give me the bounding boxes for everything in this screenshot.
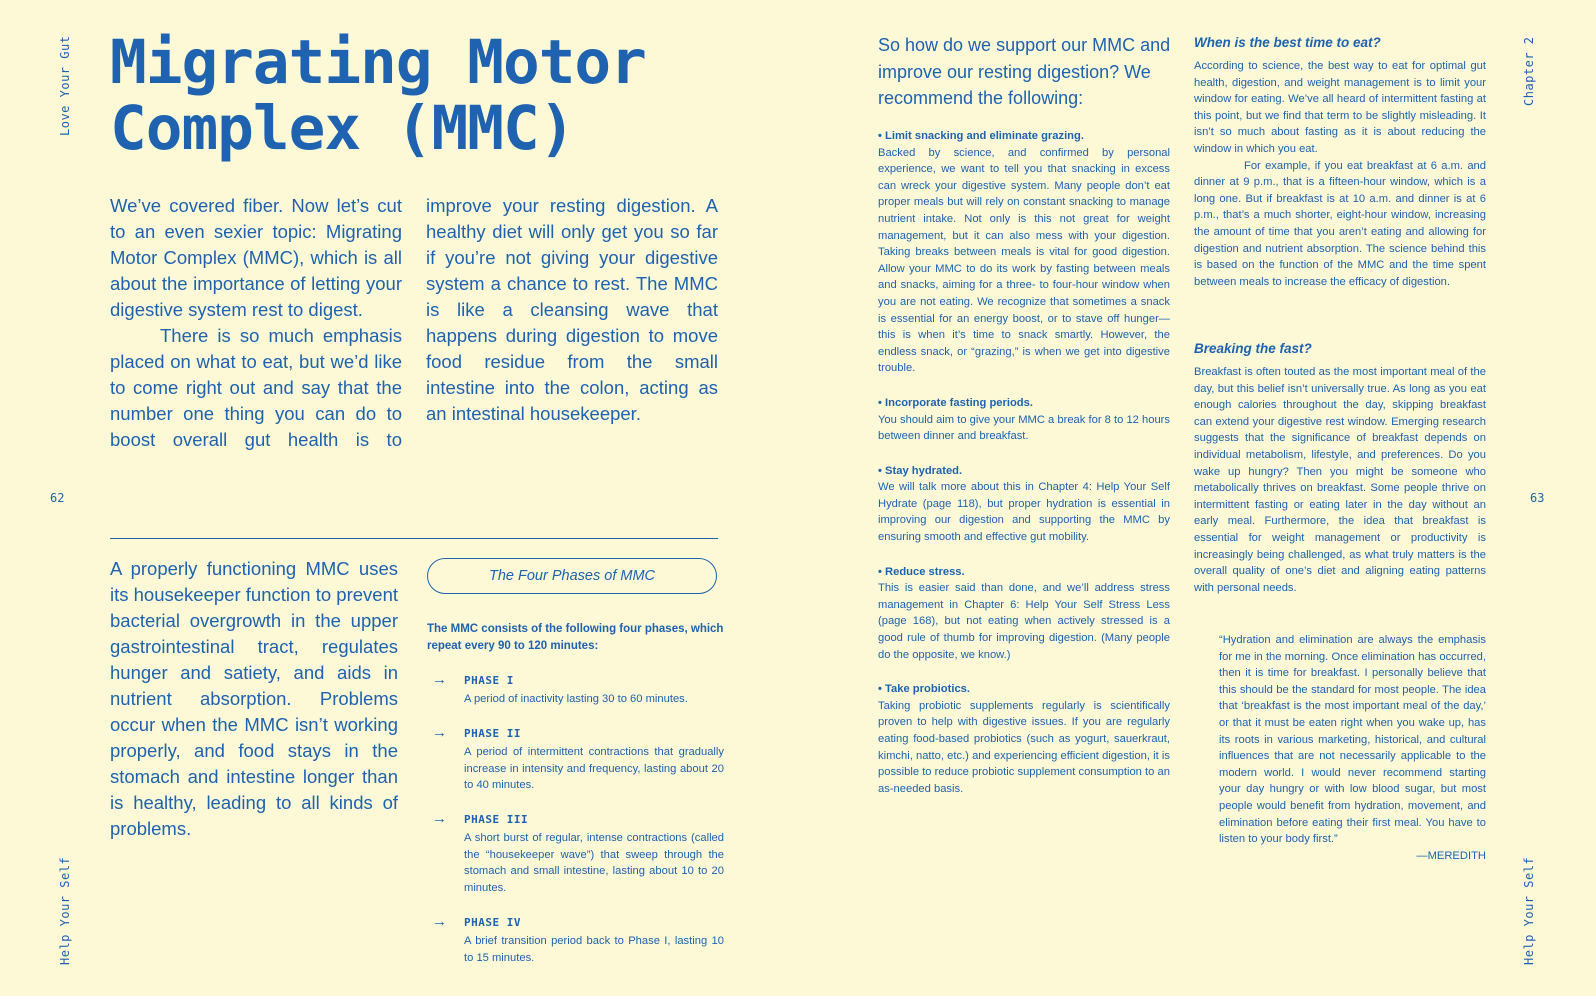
quote-text: “Hydration and elimination are always the emphasis for me in the morning. Once elimination has occurred, then it is time for breakfast. I personally believe that this should be the standard for most people. The idea that ‘breakfast is the most important meal of the day,’ or that it must be eaten right when you wake up, has its roots in various marketing, historical, and cultural influences that are not necessarily applicable to the modern world. I would never recommend starting your day hungry or with low blood sugar, but most people would benefit from hydration, movement, and elimination before eating their first meal. You have to listen to your body first.”	[1219, 634, 1486, 846]
sidebar-heading: The Four Phases of MMC	[427, 558, 717, 594]
page-title: Migrating Motor Complex (MMC)	[110, 27, 646, 164]
quote-attribution: —MEREDITH	[1416, 849, 1486, 862]
running-head-left-top: Love Your Gut	[58, 35, 72, 136]
recommendation-body: You should aim to give your MMC a break for 8 to 12 hours between dinner and breakfast.	[878, 413, 1170, 443]
phase-name: PHASE I	[464, 674, 514, 687]
best-time-section	[1194, 34, 1486, 290]
section-divider	[110, 538, 718, 539]
recommendation-title: Reduce stress.	[885, 565, 965, 578]
recommendation-body: Taking probiotic supplements regularly is scientifically proven to help with digestive issues. If you are regularly eating food-based probiotics (such as yogurt, sauerkraut, kimchi, natto, etc.) and experiencing efficient digestion, it is possible to reduce probiotic supplement consumption to an as-needed basis.	[878, 699, 1170, 795]
arrow-right-icon: →	[432, 671, 447, 688]
phase-name: PHASE II	[464, 727, 521, 740]
housekeeper-text: A properly functioning MMC uses its housekeeper function to prevent bacterial overgrowth in the upper gastrointestinal tract, regulates hunger and satiety, and aids in nutrient absorption. Problems occur when the MMC isn’t working properly, and food stays in the stomach and intestine longer than is healthy, leading to all kinds of problems.	[110, 558, 398, 839]
recommendation-item	[878, 128, 1170, 377]
bullet-icon: •	[878, 464, 882, 477]
bullet-icon: •	[878, 130, 882, 142]
quote-block	[1219, 632, 1486, 864]
bullet-icon: •	[878, 396, 882, 409]
recommendation-title: Limit snacking and eliminate grazing.	[885, 130, 1084, 142]
recommendation-body: This is easier said than done, and we’ll address stress management in Chapter 6: Help Your Self Stress Less (page 168), but not eating when actively stressed is a good rule of thumb for improving digestion. (Many people do the opposite, we know.)	[878, 582, 1170, 661]
phase-description: A period of intermittent contractions that gradually increase in intensity and frequency, lasting about 20 to 40 minutes.	[464, 746, 724, 792]
running-head-right-top: Chapter 2	[1522, 36, 1536, 106]
sidebar-intro: The MMC consists of the following four phases, which repeat every 90 to 120 minutes:	[427, 623, 724, 652]
recommendations-list	[878, 128, 1170, 797]
arrow-right-icon: →	[432, 810, 447, 827]
page-number-left: 62	[50, 491, 65, 505]
phase-name: PHASE III	[464, 813, 529, 826]
best-time-paragraph: According to science, the best way to eat for optimal gut health, digestion, and weight management is to limit your window for eating. We’ve all heard of intermittent fasting at this point, but we find that term to be slightly misleading. It isn’t so much about fasting as it is about reducing the window in which you eat.	[1194, 60, 1486, 155]
recommendation-body: Backed by science, and confirmed by personal experience, we want to tell you that snacking in excess can wreck your digestive system. Many people don’t eat proper meals but will rely on constant snacking to manage nutrient intake. Not only is this not great for weight management, but it can also mess with your digestion. Taking breaks between meals is vital for good digestion. Allow your MMC to do its work by fasting between meals and snacks, aiming for a three- to four-hour window when you are not eating. We recognize that sometimes a snack is essential for an energy boost, or to stave off hunger—this is when it’s time to snack smartly. However, the endless snack, or “grazing,” is when we get into digestive trouble.	[878, 146, 1170, 375]
recommendation-title: Incorporate fasting periods.	[885, 396, 1033, 409]
recommendations-subheading: So how do we support our MMC and improve our resting digestion? We recommend the following:	[878, 35, 1171, 108]
phase-description: A period of inactivity lasting 30 to 60 minutes.	[464, 693, 688, 705]
recommendation-item	[878, 395, 1170, 445]
arrow-right-icon: →	[432, 724, 447, 741]
breaking-fast-body: Breakfast is often touted as the most important meal of the day, but this belief isn’t universally true. As long as you eat enough calories throughout the day, skipping breakfast can extend your digestive rest window. Emerging research suggests that the significance of breakfast depends on individual metabolism, lifestyle, and preferences. Do you wake up hungry? Then you might be someone who metabolically thrives on breakfast. Some people thrive on intermittent fasting or eating later in the day without an early meal. Furthermore, the idea that breakfast is essential for weight management or productivity is increasingly being challenged, as what truly matters is the overall quality of one’s diet and aligning eating patterns with personal needs.	[1194, 366, 1486, 594]
bullet-icon: •	[878, 565, 882, 578]
intro-paragraph: There is so much emphasis placed on what to eat, but we’d like to come right out and say that the number one thing you can do to boost overall gut health is to improve your resting digestion. A healthy diet will only get you so far if you’re not giving your digestive system a chance to rest. The MMC is like a cleansing wave that happens during digestion to move food residue from the small intestine into the colon, acting as an intestinal housekeeper.	[110, 195, 718, 450]
recommendation-item	[878, 564, 1170, 664]
bullet-icon: •	[878, 683, 882, 696]
phase-description: A short burst of regular, intense contractions (called the “housekeeper wave”) that sweep through the stomach and small intestine, lasting about 10 to 20 minutes.	[464, 832, 724, 894]
phase-description: A brief transition period back to Phase I, lasting 10 to 15 minutes.	[464, 935, 724, 964]
running-head-right-bottom: Help Your Self	[1522, 856, 1536, 965]
intro-text	[110, 193, 718, 457]
intro-paragraph: We’ve covered fiber. Now let’s cut to an even sexier topic: Migrating Motor Complex (MMC), which is all about the importance of letting your digestive system rest to digest.	[110, 195, 402, 320]
recommendation-item	[878, 681, 1170, 797]
recommendation-item	[878, 463, 1170, 546]
phase-name: PHASE IV	[464, 916, 521, 929]
best-time-heading: When is the best time to eat?	[1194, 35, 1381, 50]
breaking-fast-heading: Breaking the fast?	[1194, 341, 1312, 356]
recommendation-body: We will talk more about this in Chapter 4: Help Your Self Hydrate (page 118), but proper hydration is essential in improving our digestion and supporting the MMC by ensuring smooth and effective gut mobility.	[878, 481, 1170, 544]
recommendation-title: Take probiotics.	[885, 683, 970, 696]
arrow-right-icon: →	[432, 913, 447, 930]
running-head-left-bottom: Help Your Self	[58, 856, 72, 965]
page-number-right: 63	[1530, 491, 1545, 505]
recommendation-title: Stay hydrated.	[885, 464, 963, 477]
breaking-fast-section	[1194, 340, 1486, 596]
best-time-paragraph: For example, if you eat breakfast at 6 a.m. and dinner at 9 p.m., that is a fifteen-hour window, which is a long one. But if breakfast is at 10 a.m. and dinner is at 6 p.m., that’s a much shorter, eight-hour window, increasing the amount of time that you aren’t eating and allowing for digestion and nutrient absorption. The science behind this is based on the function of the MMC and the time spent between meals to increase the efficacy of digestion.	[1194, 159, 1486, 288]
